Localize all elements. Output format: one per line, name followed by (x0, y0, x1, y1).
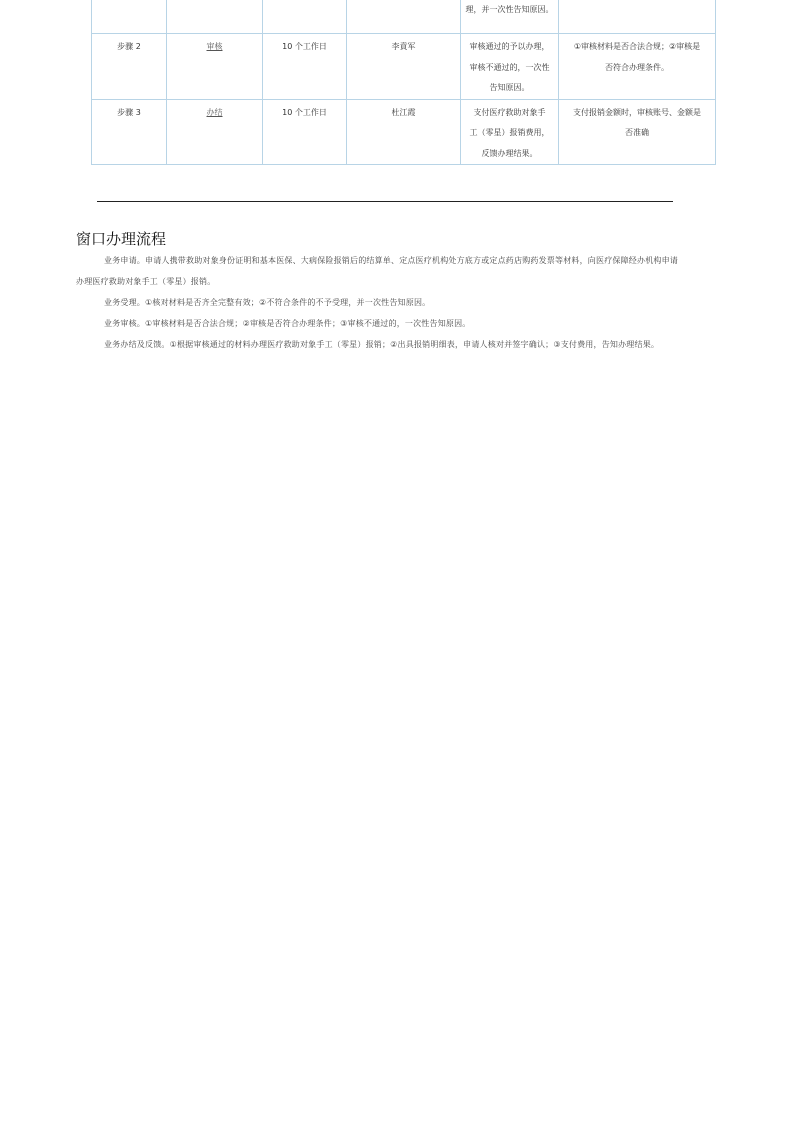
paragraph: 业务申请。申请人携带救助对象身份证明和基本医保、大病保险报销后的结算单、定点医疗机构处方底方或定点药店购药发票等材料，向医疗保障经办机构申请办理医疗救助对象手工（零星）报销。 (76, 256, 678, 286)
section-title: 窗口办理流程 (76, 230, 167, 248)
step-cell (92, 0, 167, 34)
link-cell (167, 0, 263, 34)
step-cell: 步骤 2 (92, 34, 167, 100)
key-points-cell: ①审核材料是否合法合规；②审核是 否符合办理条件。 (559, 34, 716, 100)
link-cell (167, 34, 263, 100)
key-points-cell: 支付报销金额时，审核账号、金额是 否准确 (559, 99, 716, 165)
table-row (92, 34, 716, 100)
time-limit-cell: 10 个工作日 (263, 99, 347, 165)
section-body (76, 250, 684, 355)
time-limit-cell (263, 0, 347, 34)
criteria-cell: 理，并一次性告知原因。 (461, 0, 559, 34)
time-limit-cell: 10 个工作日 (263, 34, 347, 100)
paragraph: 业务审核。①审核材料是否合法合规；②审核是否符合办理条件；③审核不通过的，一次性告知原因。 (104, 319, 471, 328)
responsible-person-cell: 杜江霞 (347, 99, 461, 165)
key-points-cell (559, 0, 716, 34)
criteria-cell: 审核通过的予以办理， 审核不通过的，一次性 告知原因。 (461, 34, 559, 100)
table-row (92, 0, 716, 34)
step-cell: 步骤 3 (92, 99, 167, 165)
step-link[interactable]: 办结 (206, 107, 223, 117)
section-divider (97, 201, 673, 202)
responsible-person-cell: 李賁军 (347, 34, 461, 100)
table-row (92, 99, 716, 165)
process-steps-table (91, 0, 716, 165)
paragraph: 业务办结及反馈。①根据审核通过的材料办理医疗救助对象手工（零星）报销；②出具报销明细表，申请人核对并签字确认；③支付费用，告知办理结果。 (104, 340, 660, 349)
paragraph: 业务受理。①核对材料是否齐全完整有效；②不符合条件的不予受理，并一次性告知原因。 (104, 298, 431, 307)
criteria-cell: 支付医疗救助对象手 工（零星）报销费用， 反馈办理结果。 (461, 99, 559, 165)
link-cell (167, 99, 263, 165)
responsible-person-cell (347, 0, 461, 34)
step-link[interactable]: 审核 (206, 42, 223, 51)
